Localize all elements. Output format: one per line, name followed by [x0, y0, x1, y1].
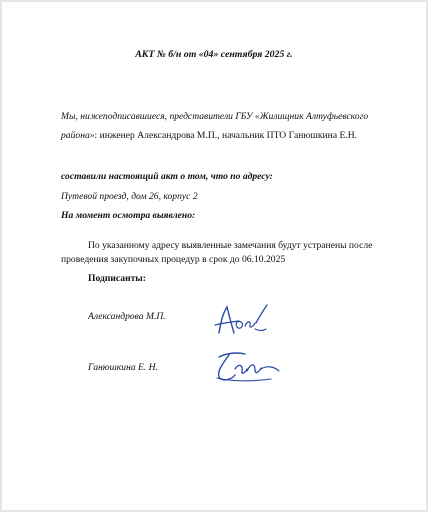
signatory-name-1: Александрова М.П. — [88, 311, 166, 322]
findings-line-2: проведения закупочных процедур в срок до 06.10.2025 — [61, 254, 286, 265]
intro-line-2-rest: : инженер Александрова М.П., начальник ПТО Ганюшкина Е.Н. — [94, 130, 358, 141]
signature-1-image — [201, 293, 283, 345]
signature-2-image — [209, 345, 289, 387]
page-border-top — [0, 0, 428, 2]
document-title: АКТ № б/н от «04» сентября 2025 г. — [135, 49, 293, 60]
findings-line-1: По указанному адресу выявленные замечания будут устранены после — [88, 240, 373, 251]
address-text: Путевой проезд, дом 26, корпус 2 — [61, 191, 198, 202]
page-border-left — [0, 0, 2, 512]
intro-line-2-italic: района» — [61, 130, 95, 141]
intro-line-2 — [61, 129, 357, 142]
signers-heading: Подписанты: — [88, 273, 146, 284]
intro-line-1: Мы, нижеподписавшиеся, представители ГБУ «Жилищник Алтуфьевского — [61, 111, 369, 122]
composed-label: составили настоящий акт о том, что по адресу: — [61, 171, 273, 182]
signatory-name-2: Ганюшкина Е. Н. — [88, 362, 159, 373]
inspection-found-label: На момент осмотра выявлено: — [61, 210, 196, 221]
